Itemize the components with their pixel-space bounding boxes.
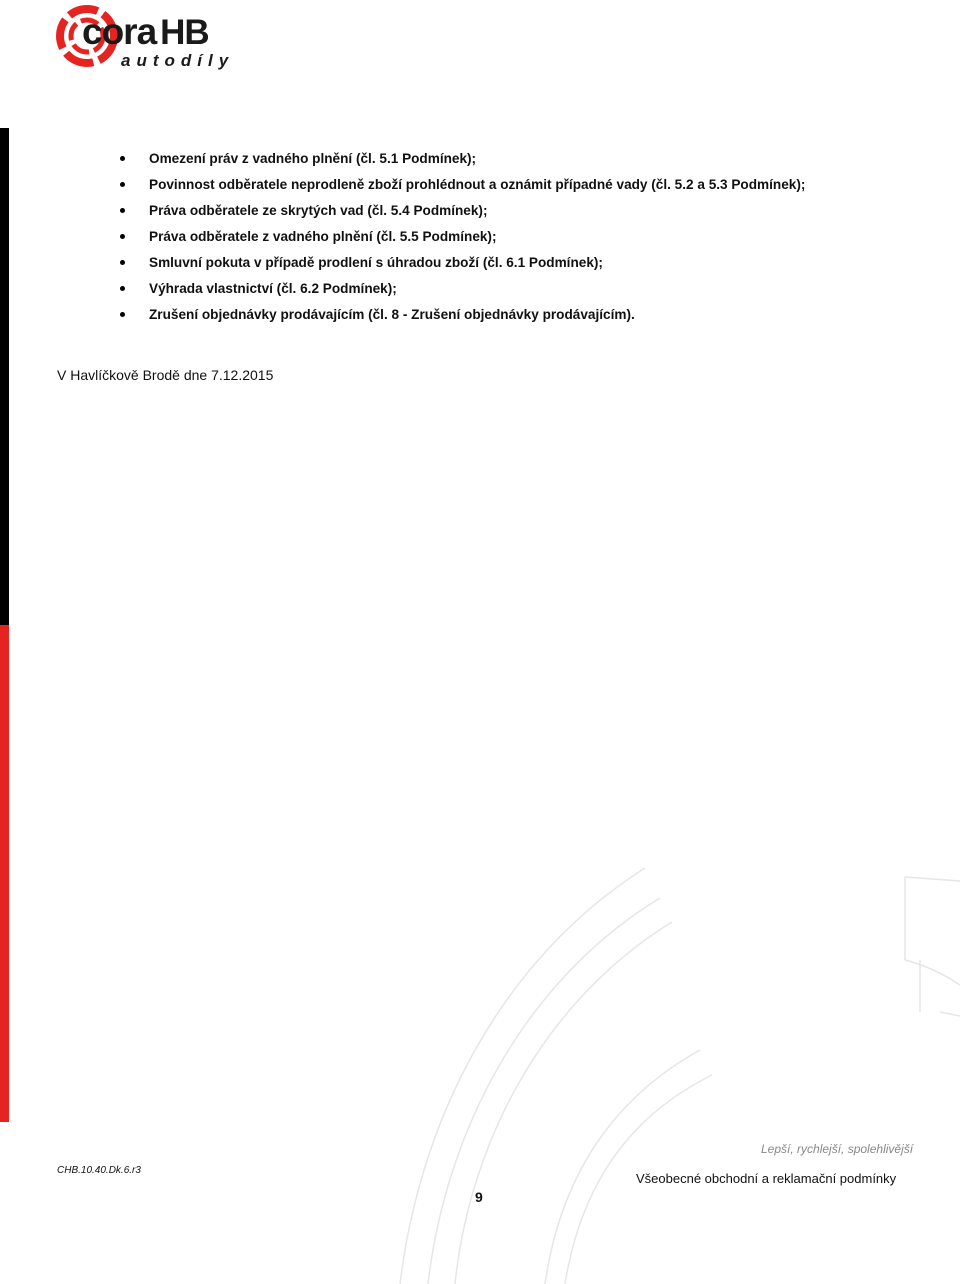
list-item: [118, 304, 805, 330]
list-item: [118, 252, 805, 278]
bullet-dot: [120, 234, 125, 239]
list-item-text: Povinnost odběratele neprodleně zboží prohlédnout a oznámit případné vady (čl. 5.2 a 5.3 Podmínek);: [149, 177, 806, 192]
conditions-list: [118, 148, 805, 330]
logo-brand-suffix: HB: [160, 13, 209, 52]
list-item: [118, 226, 805, 252]
company-logo: [55, 4, 245, 70]
bullet-dot: [120, 208, 125, 213]
place-and-date: V Havlíčkově Brodě dne 7.12.2015: [57, 367, 274, 383]
list-item-text: Práva odběratele z vadného plnění (čl. 5.5 Podmínek);: [149, 229, 497, 244]
logo-brand-main: cora: [82, 11, 157, 52]
bullet-dot: [120, 182, 125, 187]
bullet-dot: [120, 286, 125, 291]
list-item-text: Práva odběratele ze skrytých vad (čl. 5.4 Podmínek);: [149, 203, 488, 218]
list-item-text: Smluvní pokuta v případě prodlení s úhradou zboží (čl. 6.1 Podmínek);: [149, 255, 603, 270]
list-item-text: Omezení práv z vadného plnění (čl. 5.1 Podmínek);: [149, 151, 477, 166]
list-item: [118, 174, 805, 200]
logo-wordmark: [82, 12, 209, 53]
footer-doc-code: CHB.10.40.Dk.6.r3: [57, 1165, 141, 1176]
list-item: [118, 278, 805, 304]
page-number: 9: [475, 1189, 483, 1205]
list-item: [118, 148, 805, 174]
bullet-dot: [120, 156, 125, 161]
list-item-text: Výhrada vlastnictví (čl. 6.2 Podmínek);: [149, 281, 397, 296]
footer-doc-title: Všeobecné obchodní a reklamační podmínky: [636, 1171, 897, 1186]
logo-subtitle: autodíly: [121, 51, 235, 70]
list-item-text: Zrušení objednávky prodávajícím (čl. 8 - Zrušení objednávky prodávajícím).: [149, 307, 635, 322]
bullet-dot: [120, 260, 125, 265]
list-item: [118, 200, 805, 226]
bullet-dot: [120, 312, 125, 317]
footer-slogan: Lepší, rychlejší, spolehlivější: [761, 1142, 914, 1156]
